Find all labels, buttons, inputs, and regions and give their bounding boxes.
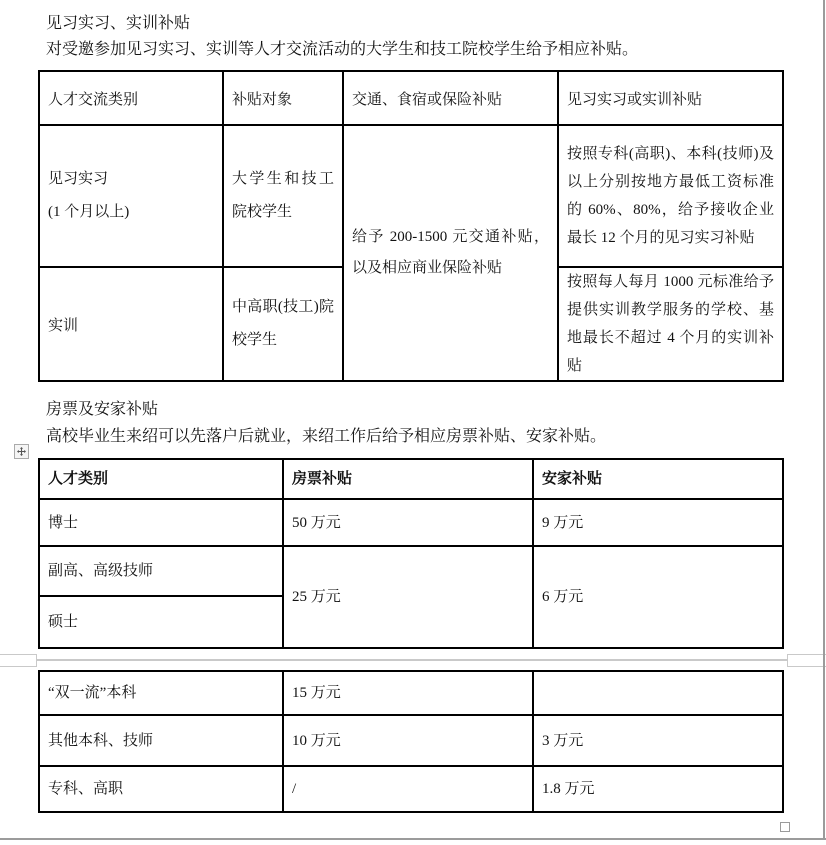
t1-header-target: 补贴对象 (223, 71, 343, 125)
page-break-corner-right (787, 654, 788, 667)
t1-cell-transport-shared: 给予 200-1500 元交通补贴，以及相应商业保险补贴 (343, 125, 558, 381)
t1-cell-internship-target: 大学生和技工院校学生 (223, 125, 343, 267)
t2-row-college (39, 766, 783, 812)
t1-cell-training-subsidy: 按照每人每月 1000 元标准给予提供实训教学服务的学校、基地最长不超过 4 个月的实训补贴 (558, 267, 783, 381)
t1-header-row (39, 71, 783, 125)
page2-top-edge-right (787, 666, 826, 667)
page1-bottom-edge-left (0, 654, 37, 655)
t2-row-double-first-class (39, 671, 783, 715)
t1-internship-category-line2: (1 个月以上) (48, 204, 130, 220)
t2-row-doctor (39, 499, 783, 546)
section1-heading: 见习实习、实训补贴 (46, 15, 191, 32)
t2-row-other-bachelor (39, 715, 783, 766)
t1-cell-training-target: 中高职(技工)院校学生 (223, 267, 343, 381)
t2-cell-dfc-housing: 15 万元 (283, 671, 533, 715)
t1-header-transport: 交通、食宿或保险补贴 (343, 71, 558, 125)
t2-cell-college-housing: / (283, 766, 533, 812)
section1-intro: 对受邀参加见习实习、实训等人才交流活动的大学生和技工院校学生给予相应补贴。 (46, 41, 639, 58)
t2-cell-college-settling: 1.8 万元 (533, 766, 783, 812)
page-break-line (36, 659, 787, 661)
t2-cell-doctor-settling: 9 万元 (533, 499, 783, 546)
t2-cell-dfc-settling (533, 671, 783, 715)
t1-cell-internship-subsidy: 按照专科(高职)、本科(技师)及以上分别按地方最低工资标准的 60%、80%，给予接收企业最长 12 个月的见习实习补贴 (558, 125, 783, 267)
page-right-edge (823, 0, 825, 839)
t2-cell-master-category: 硕士 (39, 596, 283, 648)
page-break-corner-left (36, 654, 37, 667)
table-move-handle[interactable] (14, 444, 29, 459)
table-resize-handle[interactable] (780, 822, 790, 832)
t1-row-internship (39, 125, 783, 267)
t2-header-housing: 房票补贴 (283, 459, 533, 499)
t2-row-senior (39, 546, 783, 596)
move-cross-icon (17, 443, 26, 461)
t1-header-internship: 见习实习或实训补贴 (558, 71, 783, 125)
t2-cell-senior-master-housing: 25 万元 (283, 546, 533, 648)
t1-header-category: 人才交流类别 (39, 71, 223, 125)
t2-cell-other-housing: 10 万元 (283, 715, 533, 766)
t2-header-category: 人才类别 (39, 459, 283, 499)
t2-header-row (39, 459, 783, 499)
t2-cell-senior-master-settling: 6 万元 (533, 546, 783, 648)
t1-cell-internship-category (39, 125, 223, 267)
t2-header-settling: 安家补贴 (533, 459, 783, 499)
t2-cell-dfc-category: “双一流”本科 (39, 671, 283, 715)
section2-heading: 房票及安家补贴 (46, 401, 159, 418)
t1-internship-category-line1: 见习实习 (48, 171, 109, 187)
housing-subsidy-table-page1 (38, 458, 784, 649)
housing-subsidy-table-page2 (38, 670, 784, 813)
internship-subsidy-table (38, 70, 784, 382)
page2-top-edge-left (0, 666, 37, 667)
t2-cell-other-category: 其他本科、技师 (39, 715, 283, 766)
page1-bottom-edge-right (787, 654, 826, 655)
t2-cell-doctor-housing: 50 万元 (283, 499, 533, 546)
page-bottom-edge (0, 838, 826, 840)
t2-cell-other-settling: 3 万元 (533, 715, 783, 766)
t2-cell-college-category: 专科、高职 (39, 766, 283, 812)
t1-cell-training-category: 实训 (39, 267, 223, 381)
t2-cell-doctor-category: 博士 (39, 499, 283, 546)
t2-cell-senior-category: 副高、高级技师 (39, 546, 283, 596)
section2-intro: 高校毕业生来绍可以先落户后就业，来绍工作后给予相应房票补贴、安家补贴。 (46, 428, 607, 445)
